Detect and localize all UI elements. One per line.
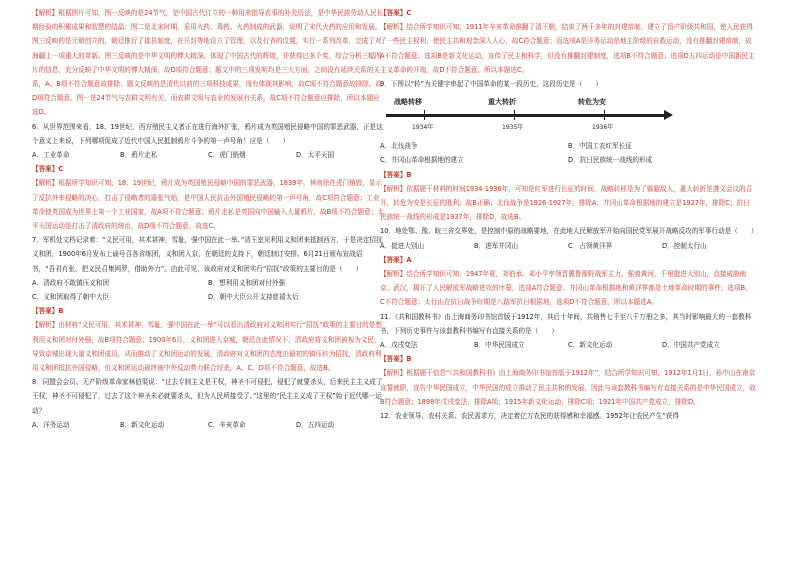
q9-option-a: A．北伐战争 bbox=[380, 142, 418, 151]
q6-option-a: A．工业革命 bbox=[32, 151, 70, 160]
q7-option-b: B．想利用义和团对付外强 bbox=[208, 278, 286, 287]
q11-option-d: D．中国共产党成立 bbox=[662, 341, 720, 350]
timeline-axis bbox=[386, 114, 666, 117]
q10-options bbox=[380, 239, 756, 253]
q9-option-d: D．抗日民族统一战线的形成 bbox=[568, 156, 653, 165]
q10-option-b: B．进军井冈山 bbox=[474, 241, 519, 250]
q10-answer: 【答案】A bbox=[380, 255, 412, 264]
timeline-year-1: 1934年 bbox=[412, 124, 434, 132]
q8-option-b: B．新文化运动 bbox=[120, 420, 165, 429]
q10-option-a: A．挺进大别山 bbox=[380, 241, 425, 250]
q9-option-c: C．井冈山革命根据地的建立 bbox=[380, 156, 464, 165]
q7-options bbox=[32, 276, 384, 304]
q8-stem: 8．同盟会会员、无产阶级革命家林伯渠说：“过去专制主义是王权，神圣不可侵犯，侵犯了就要杀头，后来民主主义成了王权，神圣不可侵犯了，过去了这个神圣未必就要杀头，但为人民所接受了。”这里的“民主主义成了王权”始于近代哪一运动？ bbox=[32, 378, 383, 415]
q8-answer: 【答案】C bbox=[380, 9, 412, 17]
q9-answer: 【答案】B bbox=[380, 170, 412, 179]
q8-analysis: 【解析】结合所学知识可知，1911年辛亥革命推翻了清王朝，结束了两千多年的封建帝制，建立了资产阶级共和国，使人民获得了一些民主权利，使民主共和观念深入人心，故C符合题意；而选项A是洋务运动是地主阶级的自救运动，没有推翻封建帝制，故A不符合题意；选项B是新文化运动，宣传了民主和科学，但没有推翻封建制度，选项B不符合题意；选项D五四运动是中国新民主主义革命的开端，故D不符合题意，所以本题选C。 bbox=[380, 23, 755, 74]
timeline-label-1: 战略转移 bbox=[394, 98, 422, 107]
q11-analysis: 【解析】根据题干信息“《共和国教科书》由上海商务印书馆首版于1912年”，结合所学知识可知，1912年1月1日，孙中山在南京宣誓就职，宣告中华民国成立，中华民国的成立推动了民主共和的发展，因此与该套教科书编写有直接关系的是中华民国成立，故B符合题意；1898年戊戌变法，排除A项；1915年新文化运动，排除C项；1921年中国共产党成立，排除D。 bbox=[380, 369, 756, 406]
q7-option-a: A．清政府不敢镇压义和团 bbox=[32, 278, 110, 287]
timeline-year-2: 1935年 bbox=[502, 124, 524, 132]
q7-option-d: D．朝中大臣公开支持慈禧太后 bbox=[208, 293, 299, 302]
q6-options bbox=[32, 148, 384, 162]
q9-options bbox=[380, 139, 756, 167]
q6-answer: 【答案】C bbox=[32, 165, 64, 174]
q6-option-b: B．鸦片走私 bbox=[120, 151, 158, 160]
q8-option-d: D．五四运动 bbox=[296, 420, 335, 429]
timeline-tick bbox=[604, 110, 605, 120]
timeline-tick bbox=[424, 110, 425, 120]
timeline-year-3: 1936年 bbox=[592, 124, 614, 132]
q11-option-a: A．戊戌变法 bbox=[380, 341, 418, 350]
q7-option-c: C．义和团取得了朝中大臣 bbox=[32, 293, 110, 302]
q8-option-a: A．洋务运动 bbox=[32, 420, 70, 429]
q10-option-c: C．占领黄洋界 bbox=[568, 241, 613, 250]
q6-option-c: C．虎门销烟 bbox=[208, 151, 246, 160]
q7-analysis: 【解析】由材料“义民可用，其术甚神，雪耻，强中国在此一举”可以看出清政府对义和团实行“招抚”政策的主要目的是想利用义和团对付外强，故B项符合题意；1900年6月，义和团进入京城，朝廷在此情况下，清政府将义和团被视为义民，导致京城出现大量义和团成员，从而推动了义和团运动的发展，清政府对义和团的态度由最初的镇压转为招抚，清政府利用义和团抵抗外国侵略，但义和团运动最终被中外反动势力联合绞杀，A、C、D项不符合题意，故选B。 bbox=[32, 321, 382, 373]
q8-option-c: C．辛亥革命 bbox=[208, 420, 246, 429]
q7-answer: 【答案】B bbox=[32, 307, 64, 316]
left-column bbox=[32, 6, 384, 432]
timeline-label-3: 转危为安 bbox=[578, 98, 606, 107]
q11-stem: 11．《共和国教科书》由上海商务印书馆首版于1912年，其后十年间，共销售七千至八千万册之多，其当时影响最大的一套教科书，下列历史事件与该套教科书编写有直接关系的是（ ） bbox=[380, 312, 752, 335]
q9-timeline-figure bbox=[386, 93, 686, 137]
right-column bbox=[380, 6, 756, 423]
q9-stem: 9．下图以“转”为关键字串起了中国革命的某一段历史，这段历史是（ ） bbox=[380, 80, 603, 89]
q10-analysis: 【解析】结合所学知识可知，1947年夏，刘伯承、邓小平率领晋冀鲁豫野战军主力，强渡黄河，千里挺进大别山，直接威胁南京、武汉，揭开了人民解放军战略进攻的序幕，选项A符合题意；井冈山革命根据地和黄洋界都是土地革命时期的事件，选项B、C不符合题意；太行山在抗日战争时期是八路军抗日根据地，选项D不符合题意，所以本题选A。 bbox=[380, 270, 752, 307]
timeline-tick bbox=[514, 110, 515, 120]
q6-option-d: D．太平天国 bbox=[296, 151, 335, 160]
timeline-arrow-icon bbox=[664, 110, 673, 120]
q11-option-c: C．新文化运动 bbox=[568, 341, 613, 350]
timeline-label-2: 重大转折 bbox=[488, 98, 516, 107]
q12-stem: 12．农业领导、农村关系、农民需求方，决定着亿万农民的获得感和幸福感。1952年让农民产生“获得 bbox=[380, 412, 679, 421]
q9-analysis: 【解析】依据题干材料的时间1934-1936年，可知是红军进行长征的时间，战略转移是为了躲避敌人，重大转折是遵义会议的召开，转危为安是长征的胜利。故B正确；北伐战争是1926-1927年，排除A；井冈山革命根据地的建立是1927年，排除C；抗日民族统一战线的形成是1937年，排除D，故选B。 bbox=[380, 184, 753, 222]
q9-option-b: B．中国工农红军长征 bbox=[568, 142, 632, 151]
q11-answer: 【答案】B bbox=[380, 355, 412, 364]
q11-option-b: B．中华民国成立 bbox=[474, 341, 525, 350]
q10-stem: 10．地处鄂、豫、皖三省交界处，是控制中原的战略要地，在此地人民解放军开始向国民党军展开战略反攻的军事行动是（ ） bbox=[380, 227, 758, 236]
q11-options bbox=[380, 338, 756, 352]
q7-stem: 7．军机处文档记录着：“义民可用，其术甚神，雪耻，强中国在此一举。”清王室见利用义和团来抵制西方，于是决定招抚义和团，1900年6月发布上谕号召各省练团，义和团入京，在朝廷的支持下，朝廷制订安排。6月21日颁布宣战诏书，“吾君有张，把义民召集网罗，借助外力”。由此可见，该政府对义和团实行“招抚”政策的主要目的是（ ） bbox=[32, 236, 383, 273]
q6-analysis: 【解析】根据所学知识可知，18、19世纪，鸦片成为英国殖民侵略中国的罪恶武器，1839年，林则徐在虎门销毁，显示了反抗外来侵略的决心，打击了侵略者的嚣张气焰，是中国人民抗击外国殖民侵略的第一声号角，故C项符合题意；工业革命使英国成为世界上第一个工业国家，故A项不符合题意；鸦片走私是英国向中国输入大量鸦片，故B项不符合题意；太平天国运动是打击了清政府的统治，故D项不符合题意，故选C。 bbox=[32, 179, 384, 231]
q5-analysis: 【解析】根据图片可知，图一反映的是24节气，是中国古代订立的一种用来指导农事的补充历法，是中华民族劳动人民长期经验的积累成果和智慧的结晶；图二是北宋时期，采用火药、毒药、火药制成的武器，说明了宋代火药的应用和发展。图三反映的是元朝创立的，朝廷推行了郡县制度，在开封等地设立了管理，以及行省的设置，实行一系列改革，完成了对海疆上一项重大的革新。图三反映的是中华文明的博大精深，体现了中国古代的辉煌，并获得过多个奖，综合分析三幅图片的信息，充分反映了中华文明的博大精深，故D项符合题意；题文中的三项发明均是三大方面，之间没有延续关系的关系，A、B项不符合题意故排除；题文反映的是清代以前的三项科技成果，没有体现其影响，故C项不符合题意故排除。故D项符合题意。图一是24节气与农耕文明有关，而农耕文明与农业的发展有关系，故C项不符合题意应排除，所以本题应选D。 bbox=[32, 9, 384, 117]
q6-stem: 6．从世界范围来看，18、19世纪，西方殖民主义者正在进行海外扩张，鸦片成为英国殖民侵略中国的罪恶武器，正是这个意义上来说，下列哪项促成了近代中国人民抵制鸦片斗争的第一声号角！应是（ ） bbox=[32, 122, 383, 145]
q10-option-d: D．控制太行山 bbox=[662, 241, 707, 250]
q8-options bbox=[32, 418, 384, 432]
